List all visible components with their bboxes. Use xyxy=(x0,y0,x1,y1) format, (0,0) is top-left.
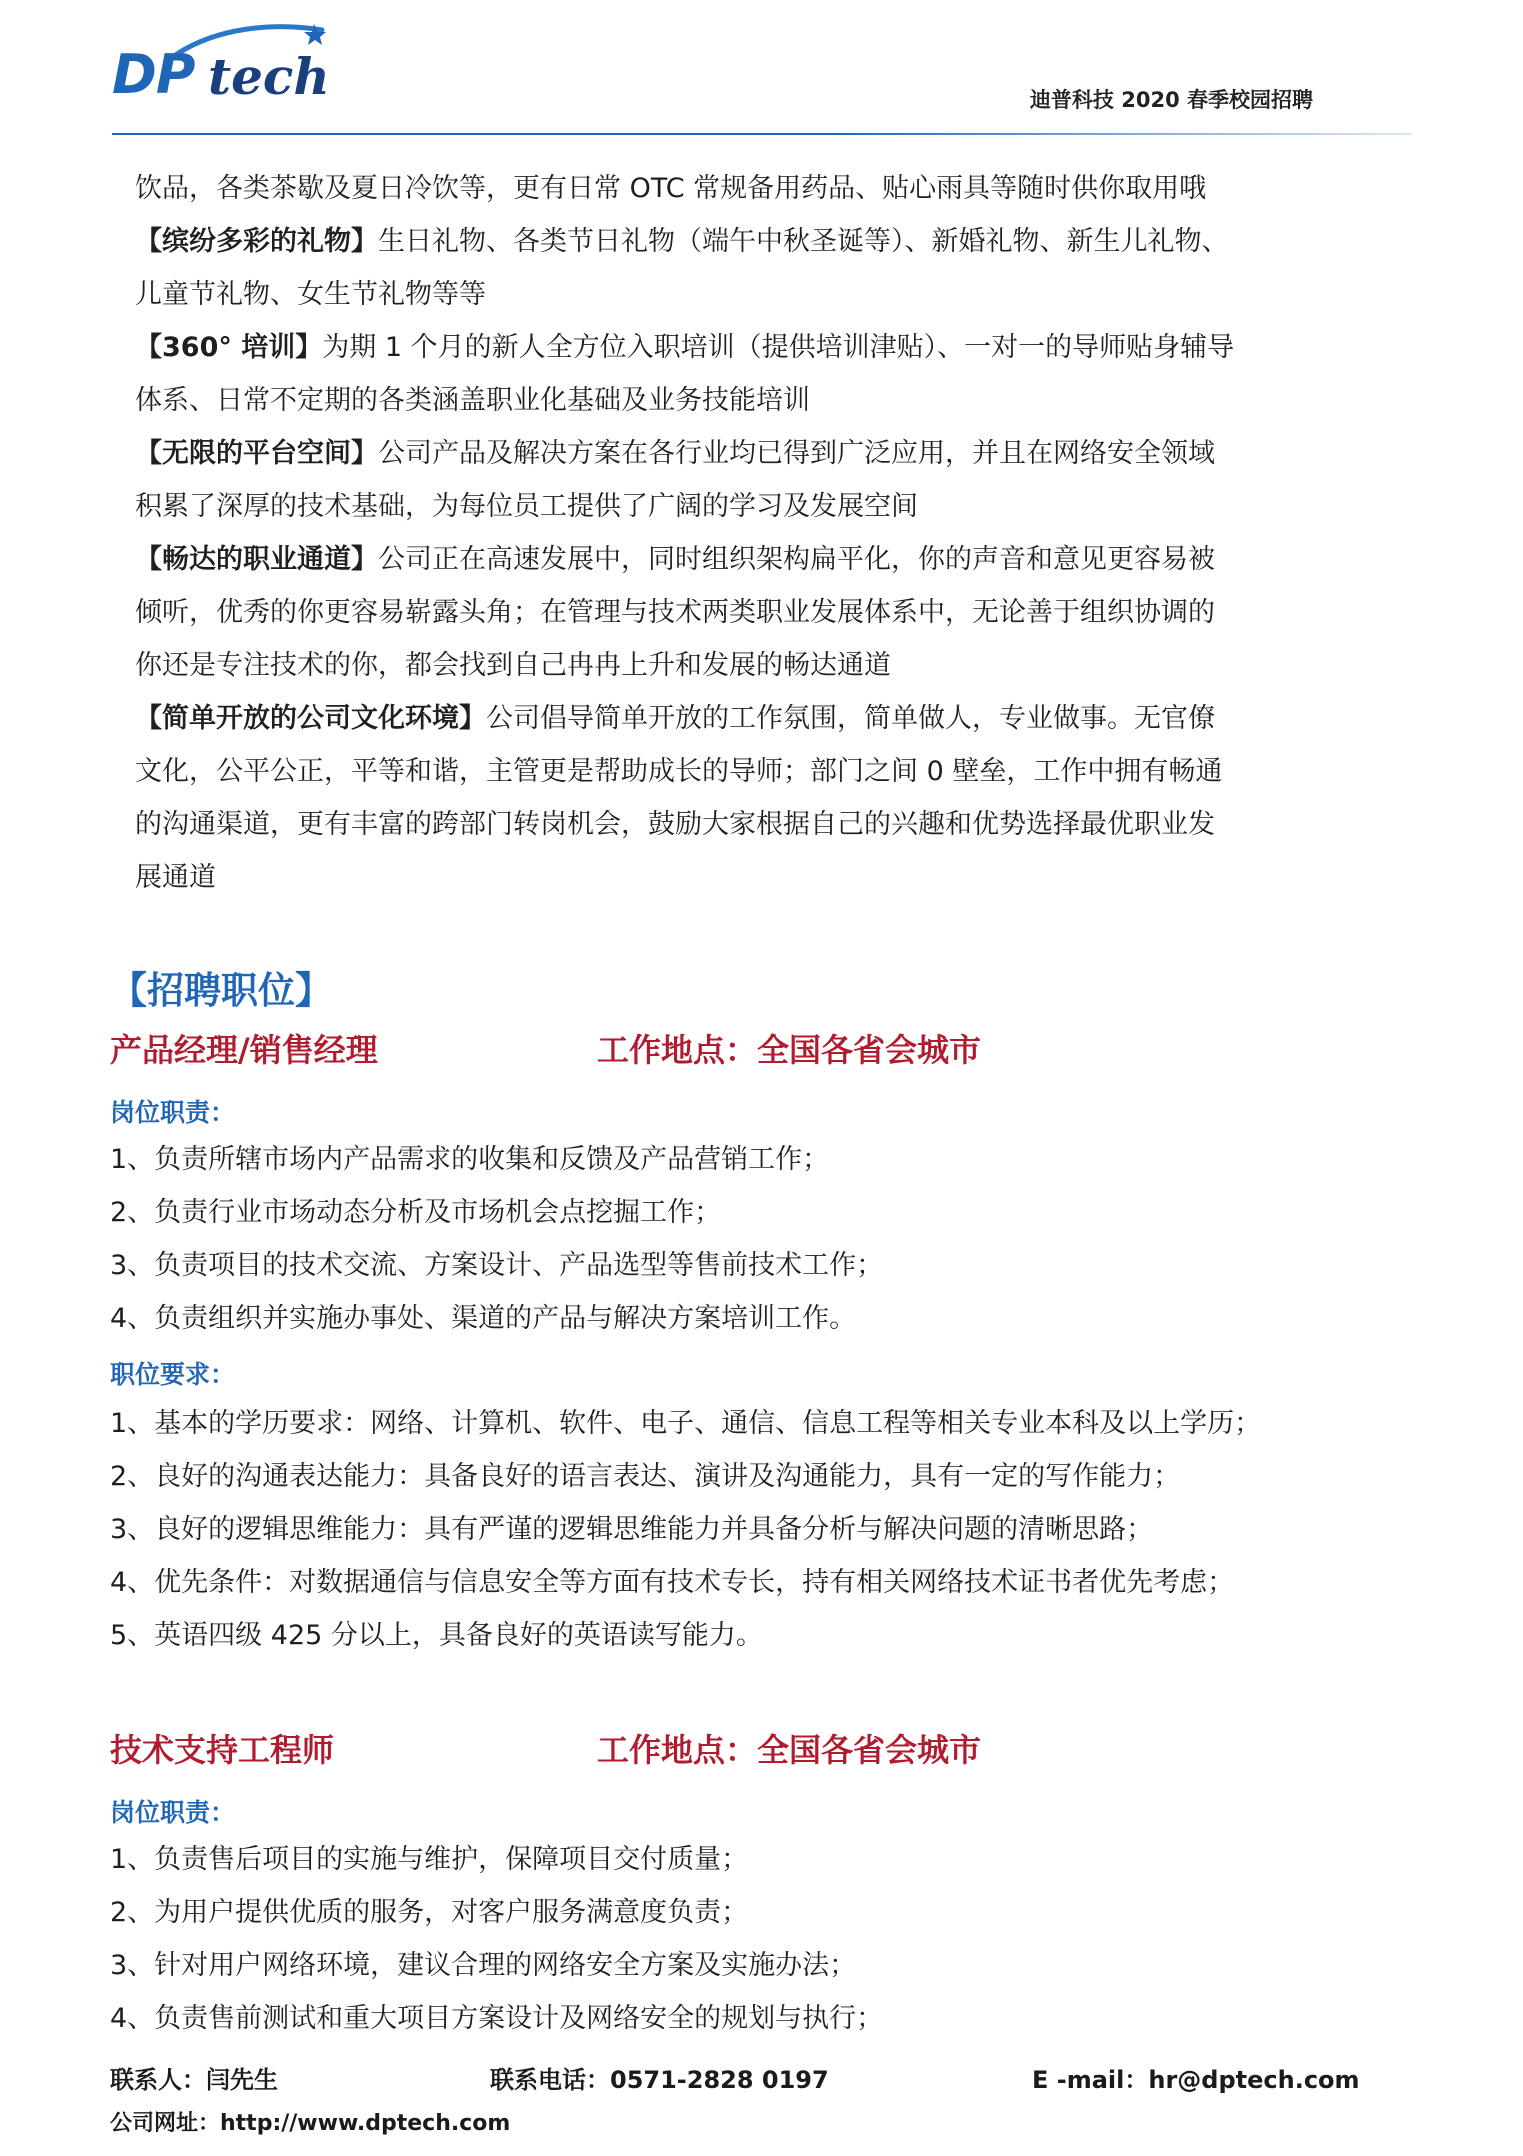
benefit-line: 【简单开放的公司文化环境】公司倡导简单开放的工作氛围，简单做人，专业做事。无官僚 xyxy=(135,703,1215,734)
benefit-line: 倾听，优秀的你更容易崭露头角；在管理与技术两类职业发展体系中，无论善于组织协调的 xyxy=(135,597,1215,628)
dptech-logo xyxy=(112,20,332,106)
job1-duties-label: 岗位职责： xyxy=(110,1098,236,1127)
job1-requirements-list xyxy=(110,1397,1410,1662)
logo-tech-text: tech xyxy=(208,47,330,106)
job1-title: 产品经理/销售经理 xyxy=(110,1031,378,1069)
list-item: 4、优先条件：对数据通信与信息安全等方面有技术专长，持有相关网络技术证书者优先考虑； xyxy=(110,1567,1235,1598)
footer-contact: 联系人：闫先生 xyxy=(110,2066,278,2094)
job1-duties-list xyxy=(110,1133,1410,1345)
list-item: 1、负责售后项目的实施与维护，保障项目交付质量； xyxy=(110,1844,749,1875)
list-item: 1、基本的学历要求：网络、计算机、软件、电子、通信、信息工程等相关专业本科及以上学历； xyxy=(110,1408,1262,1439)
list-item: 2、为用户提供优质的服务，对客户服务满意度负责； xyxy=(110,1897,749,1928)
list-item: 2、良好的沟通表达能力：具备良好的语言表达、演讲及沟通能力，具有一定的写作能力； xyxy=(110,1461,1181,1492)
footer-email[interactable]: E -mail：hr@dptech.com xyxy=(1032,2066,1360,2094)
job1-location: 工作地点：全国各省会城市 xyxy=(597,1031,982,1069)
list-item: 4、负责售前测试和重大项目方案设计及网络安全的规划与执行； xyxy=(110,2003,884,2034)
benefit-line: 【无限的平台空间】公司产品及解决方案在各行业均已得到广泛应用，并且在网络安全领域 xyxy=(135,438,1215,469)
benefit-line: 【畅达的职业通道】公司正在高速发展中，同时组织架构扁平化，你的声音和意见更容易被 xyxy=(135,544,1215,575)
benefit-line: 【缤纷多彩的礼物】生日礼物、各类节日礼物（端午中秋圣诞等）、新婚礼物、新生儿礼物、 xyxy=(135,226,1229,257)
footer-website[interactable]: 公司网址：http://www.dptech.com xyxy=(110,2111,511,2136)
benefit-line: 你还是专注技术的你，都会找到自己冉冉上升和发展的畅达通道 xyxy=(135,650,891,681)
list-item: 1、负责所辖市场内产品需求的收集和反馈及产品营销工作； xyxy=(110,1144,830,1175)
benefit-line: 的沟通渠道，更有丰富的跨部门转岗机会，鼓励大家根据自己的兴趣和优势选择最优职业发 xyxy=(135,809,1215,840)
list-item: 4、负责组织并实施办事处、渠道的产品与解决方案培训工作。 xyxy=(110,1303,857,1334)
list-item: 3、负责项目的技术交流、方案设计、产品选型等售前技术工作； xyxy=(110,1250,884,1281)
job2-title: 技术支持工程师 xyxy=(110,1731,335,1769)
footer-phone: 联系电话：0571-2828 0197 xyxy=(490,2066,829,2094)
list-item: 2、负责行业市场动态分析及市场机会点挖掘工作； xyxy=(110,1197,722,1228)
benefits-text xyxy=(135,162,1405,904)
benefit-line: 文化，公平公正，平等和谐，主管更是帮助成长的导师；部门之间 0 壁垒，工作中拥有畅通 xyxy=(135,756,1223,787)
benefit-line: 儿童节礼物、女生节礼物等等 xyxy=(135,279,486,310)
benefit-line: 展通道 xyxy=(135,862,216,893)
logo-dp-text: DP xyxy=(112,43,195,106)
benefit-line: 积累了深厚的技术基础，为每位员工提供了广阔的学习及发展空间 xyxy=(135,491,918,522)
header-divider xyxy=(112,133,1412,135)
job2-duties-list xyxy=(110,1833,1410,2045)
job2-duties-label: 岗位职责： xyxy=(110,1798,236,1827)
list-item: 5、英语四级 425 分以上，具备良好的英语读写能力。 xyxy=(110,1620,763,1651)
list-item: 3、针对用户网络环境，建议合理的网络安全方案及实施办法； xyxy=(110,1950,857,1981)
benefit-line: 饮品，各类茶歇及夏日冷饮等，更有日常 OTC 常规备用药品、贴心雨具等随时供你取用哦 xyxy=(135,173,1207,204)
job2-location: 工作地点：全国各省会城市 xyxy=(597,1731,982,1769)
benefit-line: 【360° 培训】为期 1 个月的新人全方位入职培训（提供培训津贴）、一对一的导师贴身辅导 xyxy=(135,332,1235,363)
header-title: 迪普科技 2020 春季校园招聘 xyxy=(1029,88,1313,112)
page-header xyxy=(0,0,1523,140)
list-item: 3、良好的逻辑思维能力：具有严谨的逻辑思维能力并具备分析与解决问题的清晰思路； xyxy=(110,1514,1154,1545)
benefit-line: 体系、日常不定期的各类涵盖职业化基础及业务技能培训 xyxy=(135,385,810,416)
job1-requirements-label: 职位要求： xyxy=(110,1360,236,1389)
section-title-positions: 【招聘职位】 xyxy=(110,969,332,1012)
